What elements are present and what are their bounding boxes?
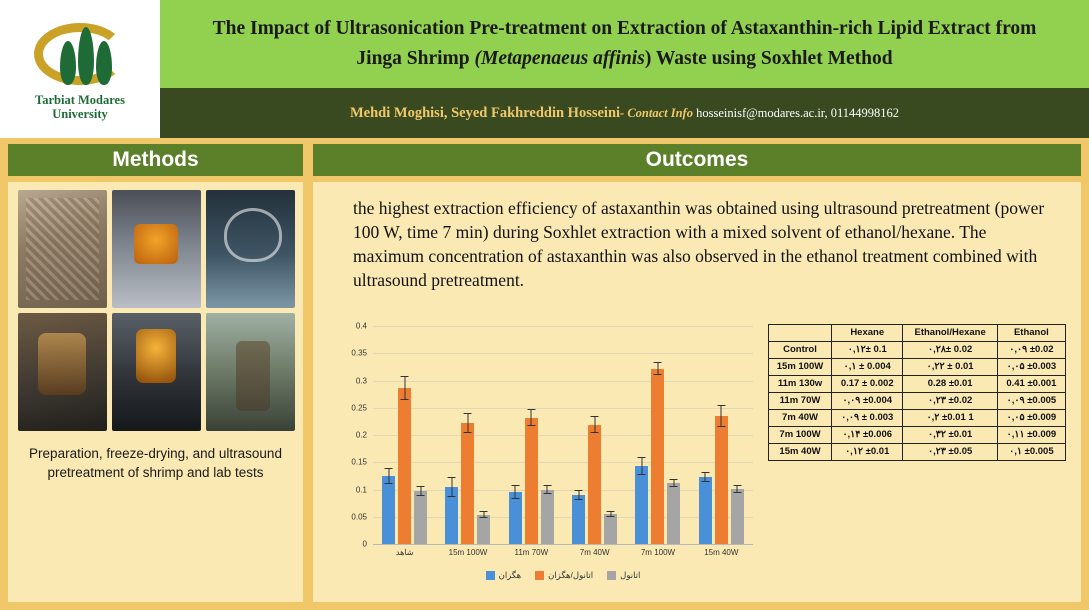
table-cell-ethanol-hexane: ۰,۲۳ ±0.05 [903, 444, 997, 461]
chart-y-tick: 0.2 [355, 430, 367, 440]
chart-bar [731, 326, 744, 544]
outcomes-panel [313, 182, 1081, 602]
chart-legend-label: هگزان [498, 570, 522, 580]
chart-legend-label: اتانول/هگزان [548, 570, 594, 580]
chart-bar [525, 326, 538, 544]
logo-text-line2: University [52, 107, 108, 121]
chart-bar-fill [398, 388, 411, 544]
table-row [769, 376, 1066, 393]
photo-freeze-drying-sample [112, 190, 201, 308]
chart-error-bar [594, 416, 595, 433]
chart-bar [651, 326, 664, 544]
chart-x-tick: 11m 70W [514, 548, 549, 557]
chart-legend [373, 570, 753, 581]
chart-bar-fill [509, 492, 522, 544]
chart-bar-fill [588, 425, 601, 544]
chart-bar-fill [699, 477, 712, 544]
chart-error-bar [451, 477, 452, 497]
chart-bar [667, 326, 680, 544]
chart-legend-item [486, 570, 521, 581]
photo-hotplate-stirrer [112, 313, 201, 431]
table-cell-ethanol-hexane: ۰,۲ ±0.01 1 [903, 410, 997, 427]
photo-frozen-shrimp-waste [18, 190, 107, 308]
title-line-2-pre: Jinga Shrimp [356, 48, 475, 69]
chart-y-tick: 0.05 [351, 512, 367, 522]
methods-caption: Preparation, freeze-drying, and ultrasound pretreatment of shrimp and lab tests [29, 446, 282, 480]
table-cell-hexane: ۰,۰۹ ±0.004 [832, 393, 903, 410]
table-row-label: 11m 70W [769, 393, 832, 410]
chart-bar [477, 326, 490, 544]
table-cell-hexane: ۰,۱ ± 0.004 [832, 359, 903, 376]
chart-x-tick: شاهد [395, 548, 414, 557]
chart-bar [461, 326, 474, 544]
table-cell-ethanol: ۰,۰۹ ±0.02 [997, 342, 1065, 359]
chart-bar-group [436, 326, 499, 544]
methods-photo-grid [18, 190, 295, 431]
chart-bar-fill [731, 489, 744, 544]
astaxanthin-bar-chart [333, 322, 763, 594]
authors-line [350, 105, 899, 122]
photo-extraction-setup [18, 313, 107, 431]
chart-bar [414, 326, 427, 544]
chart-y-tick: 0.1 [355, 485, 367, 494]
table-cell-hexane: 0.17 ± 0.002 [832, 376, 903, 393]
chart-bar [541, 326, 554, 544]
chart-legend-label: اتانول [620, 570, 641, 580]
table-row-label: Control [769, 342, 832, 359]
chart-bar-fill [525, 418, 538, 544]
chart-error-bar [721, 405, 722, 427]
chart-error-bar [483, 511, 484, 518]
table-row [769, 427, 1066, 444]
table-cell-ethanol-hexane: ۰,۲۳ ±0.02 [903, 393, 997, 410]
table-cell-ethanol: 0.41 ±0.001 [997, 376, 1065, 393]
table-row [769, 393, 1066, 410]
table-row [769, 359, 1066, 376]
photo-researcher-lab-bench [206, 313, 295, 431]
title-line-1: The Impact of Ultrasonication Pre-treatment on Extraction of Astaxanthin-rich Lipid Extract from [212, 18, 1037, 39]
chart-bar [588, 326, 601, 544]
table-cell-hexane: ۰,۱۲ ±0.01 [832, 444, 903, 461]
chart-error-bar [657, 362, 658, 375]
chart-y-tick: 0.25 [351, 403, 367, 413]
chart-bar [445, 326, 458, 544]
table-cell-hexane: ۰,۱۲± 0.1 [832, 342, 903, 359]
table-column-header: Ethanol/Hexane [903, 325, 997, 342]
chart-bar-group [500, 326, 563, 544]
section-header-outcomes [313, 144, 1081, 176]
chart-bar-fill [414, 491, 427, 544]
results-table [768, 324, 1066, 461]
chart-y-axis [333, 321, 369, 549]
logo-text [35, 93, 125, 121]
table-header-row [769, 325, 1066, 342]
leaf-icon [60, 41, 76, 85]
table-cell-ethanol-hexane: ۰,۲۲ ± 0.01 [903, 359, 997, 376]
university-logo [0, 0, 160, 138]
table-column-header: Hexane [832, 325, 903, 342]
chart-bar [699, 326, 712, 544]
chart-x-tick: 15m 100W [448, 548, 488, 557]
table-cell-ethanol: ۰,۱۱ ±0.009 [997, 427, 1065, 444]
contact-value: hosseinisf@modares.ac.ir, 01144998162 [696, 105, 899, 120]
chart-error-bar [641, 457, 642, 474]
chart-x-tick: 7m 100W [640, 548, 676, 557]
table-cell-ethanol: ۰,۰۵ ±0.003 [997, 359, 1065, 376]
results-table-wrapper [768, 324, 1066, 461]
chart-bar [382, 326, 395, 544]
chart-bar-fill [635, 466, 648, 544]
chart-error-bar [673, 479, 674, 488]
chart-bar-group [563, 326, 626, 544]
methods-panel [8, 182, 303, 602]
chart-bar [715, 326, 728, 544]
chart-error-bar [737, 485, 738, 494]
chart-x-axis-labels [373, 548, 753, 557]
chart-legend-item [607, 570, 640, 581]
chart-legend-swatch [535, 571, 544, 580]
chart-x-axis-line [373, 544, 753, 545]
chart-legend-swatch [607, 571, 616, 580]
chart-bar [572, 326, 585, 544]
chart-x-tick: 15m 40W [704, 548, 739, 557]
table-cell-ethanol: ۰,۱ ±0.005 [997, 444, 1065, 461]
chart-y-tick: 0.4 [355, 321, 367, 331]
outcomes-summary: the highest extraction efficiency of astaxanthin was obtained using ultrasound pretreatment (power 100 W, time 7 min) during Soxhlet extraction with a mixed solvent of ethanol/hexane. The maximum concentration of astaxanthin was also observed in the ethanol treatment combined with ultrasound pretreatment. [353, 198, 1045, 290]
title-line-2-post: ) Waste using Soxhlet Method [644, 48, 893, 69]
chart-error-bar [388, 468, 389, 483]
chart-bar-fill [461, 423, 474, 544]
chart-bar-group [373, 326, 436, 544]
poster-title [197, 14, 1053, 74]
methods-title: Methods [112, 148, 199, 171]
chart-error-bar [531, 409, 532, 426]
authors-names: Mehdi Moghisi, Seyed Fakhreddin Hosseini [350, 104, 621, 121]
table-cell-ethanol: ۰,۰۹ ±0.005 [997, 393, 1065, 410]
chart-bar-fill [382, 476, 395, 544]
title-band [160, 0, 1089, 88]
chart-bar-group [690, 326, 753, 544]
section-header-methods [8, 144, 303, 176]
table-row [769, 444, 1066, 461]
logo-text-line1: Tarbiat Modares [35, 93, 125, 107]
chart-bar [635, 326, 648, 544]
chart-y-tick: 0.3 [355, 376, 367, 385]
chart-y-tick: 0.15 [351, 457, 367, 467]
table-row-label: 15m 100W [769, 359, 832, 376]
chart-bar [398, 326, 411, 544]
chart-legend-swatch [486, 571, 495, 580]
chart-bar-fill [541, 490, 554, 545]
table-cell-hexane: ۰,۱۴ ±0.006 [832, 427, 903, 444]
table-body [769, 342, 1066, 461]
chart-error-bar [420, 486, 421, 496]
chart-x-tick: 7m 40W [579, 548, 610, 557]
chart-bar-fill [667, 483, 680, 544]
authors-band [160, 88, 1089, 138]
chart-y-tick: 0.35 [351, 348, 367, 358]
chart-legend-item [535, 570, 593, 581]
table-row [769, 342, 1066, 359]
chart-bar-group [626, 326, 689, 544]
leaf-icon [96, 41, 112, 85]
table-column-header: Ethanol [997, 325, 1065, 342]
chart-bars [373, 326, 753, 544]
chart-y-tick: 0 [362, 539, 367, 549]
chart-error-bar [547, 485, 548, 495]
chart-bar-fill [477, 515, 490, 544]
chart-bar-fill [651, 369, 664, 544]
table-row-label: 7m 40W [769, 410, 832, 427]
chart-error-bar [705, 472, 706, 483]
title-species-italic: (Metapenaeus affinis [474, 48, 645, 69]
chart-bar [509, 326, 522, 544]
table-column-header [769, 325, 832, 342]
logo-mark-icon [34, 17, 126, 89]
photo-soxhlet-glassware [206, 190, 295, 308]
outcomes-title: Outcomes [645, 148, 749, 171]
table-cell-ethanol-hexane: ۰,۲۸± 0.02 [903, 342, 997, 359]
table-row-label: 11m 130w [769, 376, 832, 393]
chart-bar-fill [715, 416, 728, 544]
chart-error-bar [610, 511, 611, 518]
table-row [769, 410, 1066, 427]
table-cell-ethanol-hexane: ۰,۳۲ ±0.01 [903, 427, 997, 444]
table-cell-ethanol-hexane: 0.28 ±0.01 [903, 376, 997, 393]
table-row-label: 15m 40W [769, 444, 832, 461]
chart-error-bar [404, 376, 405, 400]
table-cell-hexane: ۰,۰۹ ± 0.003 [832, 410, 903, 427]
chart-bar-fill [604, 514, 617, 544]
poster-header [0, 0, 1089, 138]
chart-error-bar [467, 413, 468, 433]
table-cell-ethanol: ۰,۰۵ ±0.009 [997, 410, 1065, 427]
contact-label: - Contact Info [620, 105, 697, 120]
table-row-label: 7m 100W [769, 427, 832, 444]
chart-error-bar [578, 490, 579, 501]
chart-bar [604, 326, 617, 544]
chart-error-bar [515, 485, 516, 499]
chart-bar-fill [572, 495, 585, 544]
